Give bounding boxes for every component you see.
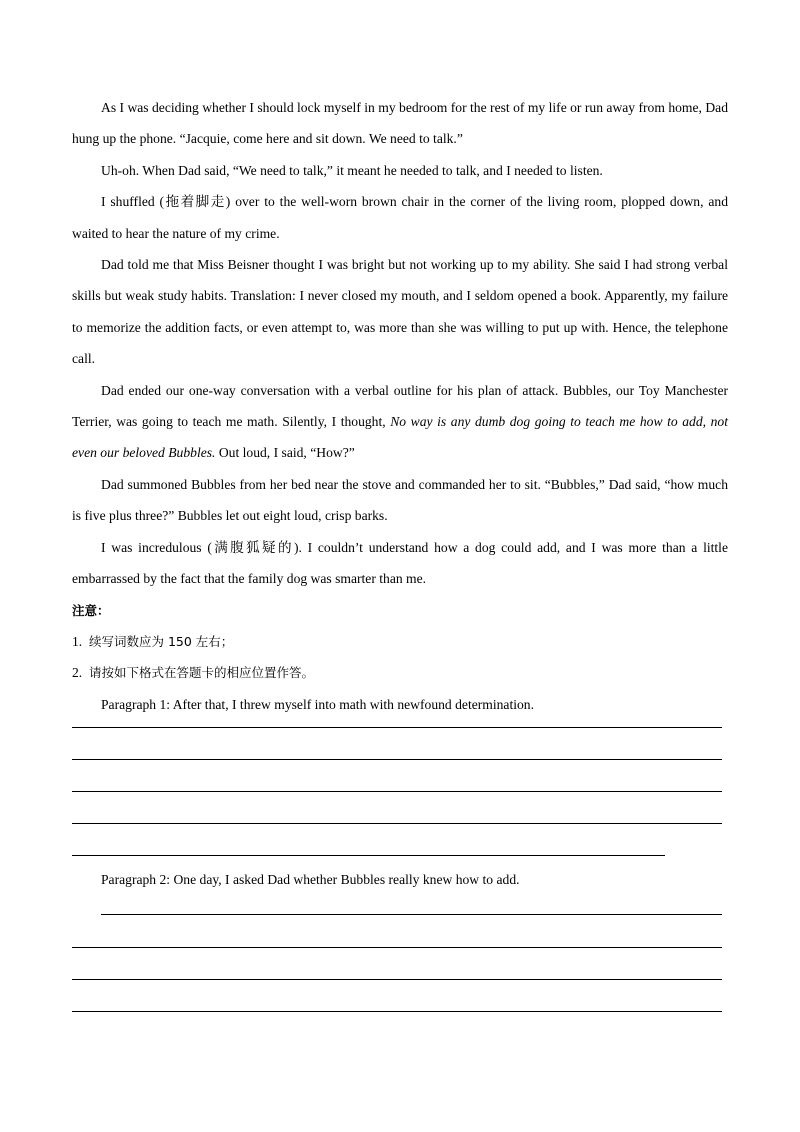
document-page xyxy=(72,92,728,720)
story-paragraph-5 xyxy=(72,375,728,469)
story-paragraph-5-italic-thought: No way is any dumb dog going to teach me how to add, not even our beloved Bubbles. xyxy=(72,414,728,461)
story-paragraph-5-start: Dad ended our one-way conversation with a verbal outline for his plan of attack. Bubbles, our Toy Manchester Terrier, was going to teach me math. Silently, I thought, xyxy=(72,382,728,430)
paragraph-2-prompt: Paragraph 2: One day, I asked Dad whether Bubbles really knew how to add. xyxy=(101,872,520,887)
story-paragraph-4: Dad told me that Miss Beisner thought I was bright but not working up to my ability. She said I had strong verbal skills but weak study habits. Translation: I never closed my mouth, and I seldom opened a book. Apparently, my failure to memorize the addition facts, or even attempt to, was more than she was willing to put up with. Hence, the telephone call. xyxy=(72,257,728,367)
story-paragraph-2: Uh-oh. When Dad said, “We need to talk,” it meant he needed to talk, and I needed to listen. xyxy=(101,162,603,178)
story-paragraph-3: I shuffled (拖着脚走) over to the well-worn brown chair in the corner of the living room, plopped down, and waited to hear the nature of my crime. xyxy=(72,194,728,241)
note-item-1-number: 1. xyxy=(72,633,83,649)
answer-line-p2-1[interactable] xyxy=(101,914,722,915)
notes-title: 注意： xyxy=(72,602,110,618)
note-item-2 xyxy=(72,657,728,688)
note-item-1-text: 续写词数应为 150 左右； xyxy=(89,633,234,649)
answer-line-p1-5[interactable] xyxy=(72,855,665,856)
answer-line-p1-4[interactable] xyxy=(72,823,722,824)
note-item-1 xyxy=(72,626,728,657)
answer-line-p1-2[interactable] xyxy=(72,759,722,760)
story-paragraph-7: I was incredulous (满腹狐疑的). I couldn’t understand how a dog could add, and I was more than a little embarrassed by the fact that the family dog was smarter than me. xyxy=(72,539,728,587)
answer-line-p1-1[interactable] xyxy=(72,727,722,728)
answer-line-p1-3[interactable] xyxy=(72,791,722,792)
answer-line-p2-3[interactable] xyxy=(72,979,722,980)
paragraph-1-prompt: Paragraph 1: After that, I threw myself into math with newfound determination. xyxy=(101,696,535,712)
note-item-2-text: 请按如下格式在答题卡的相应位置作答。 xyxy=(89,665,315,681)
note-item-2-number: 2. xyxy=(72,665,83,681)
story-paragraph-6: Dad summoned Bubbles from her bed near the stove and commanded her to sit. “Bubbles,” Dad said, “how much is five plus three?” Bubbles let out eight loud, crisp barks. xyxy=(72,476,728,524)
story-paragraph-5-end: Out loud, I said, “How?” xyxy=(215,445,355,461)
answer-line-p2-4[interactable] xyxy=(72,1011,722,1012)
story-paragraph-1: As I was deciding whether I should lock myself in my bedroom for the rest of my life or run away from home, Dad hung up the phone. “Jacquie, come here and sit down. We need to talk.” xyxy=(72,100,728,147)
answer-line-p2-2[interactable] xyxy=(72,947,722,948)
